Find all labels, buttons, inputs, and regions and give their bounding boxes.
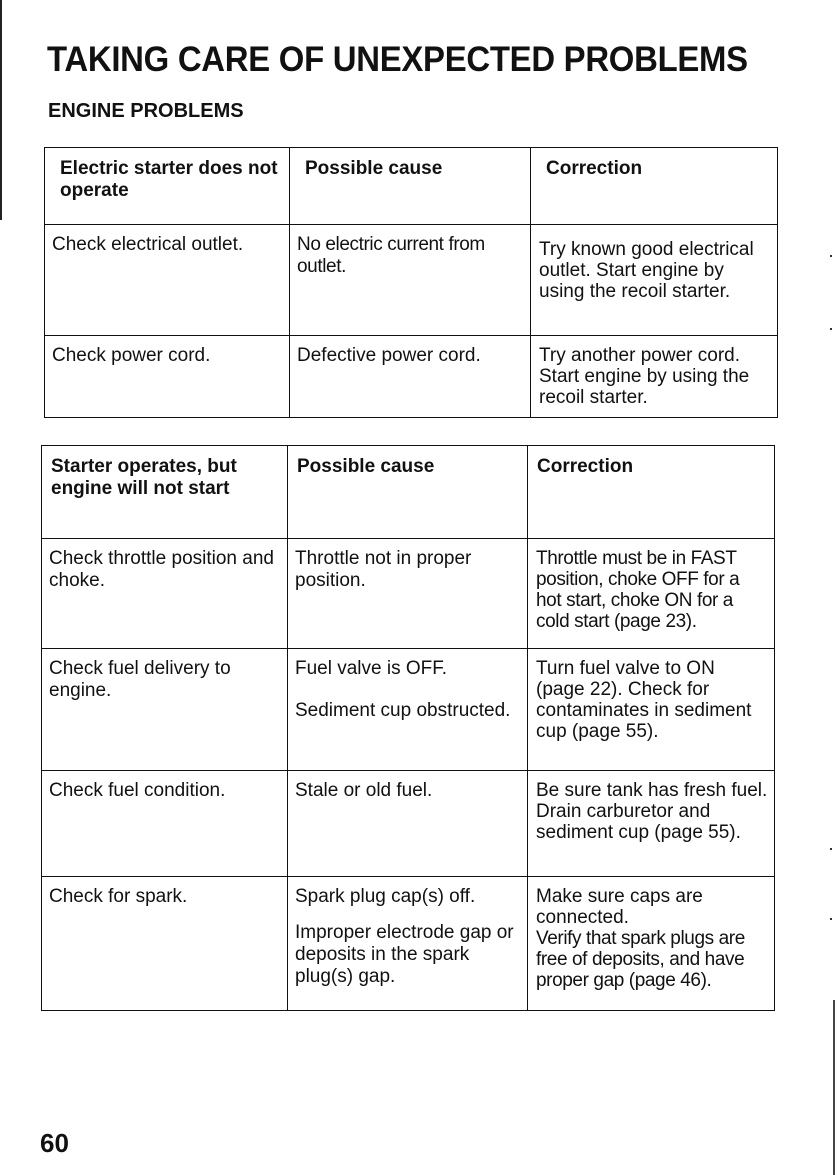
correction-cell: Try another power cord. Start engine by using the recoil starter. xyxy=(531,336,778,418)
electric-starter-table xyxy=(44,147,778,418)
check-cell: Check power cord. xyxy=(45,336,290,418)
table-row xyxy=(42,539,775,649)
page-number: 60 xyxy=(40,1128,69,1158)
correction-cell: Throttle must be in FAST position, choke OFF for a hot start, choke ON for a cold start (page 23). xyxy=(528,539,775,649)
correction-text-secondary: Drain carburetor and sediment cup (page 55). xyxy=(536,801,741,843)
cause-cell: Defective power cord. xyxy=(290,336,531,418)
correction-header: Correction xyxy=(531,148,778,225)
correction-cell: Try known good electrical outlet. Start engine by using the recoil starter. xyxy=(531,225,778,336)
cause-text-secondary: Improper electrode gap or deposits in the spark plug(s) gap. xyxy=(295,922,514,987)
correction-cell xyxy=(528,771,775,877)
symptom-header: Electric starter does not operate xyxy=(45,148,290,225)
cause-text: Fuel valve is OFF. xyxy=(295,658,448,679)
section-heading: ENGINE PROBLEMS xyxy=(48,100,244,122)
correction-text-secondary: Verify that spark plugs are free of deposits, and have proper gap (page 46). xyxy=(536,928,745,991)
check-cell: Check throttle position and choke. xyxy=(42,539,288,649)
correction-text: Be sure tank has fresh fuel. xyxy=(536,780,768,801)
correction-header: Correction xyxy=(528,446,775,539)
cause-cell xyxy=(288,649,528,771)
scan-speck xyxy=(830,328,832,330)
table-row xyxy=(42,877,775,1011)
check-cell: Check electrical outlet. xyxy=(45,225,290,336)
check-cell: Check fuel condition. xyxy=(42,771,288,877)
correction-text: Make sure caps are connected. xyxy=(536,886,703,928)
table-row xyxy=(45,336,778,418)
table-header-row xyxy=(42,446,775,539)
cause-cell xyxy=(288,877,528,1011)
table-row xyxy=(45,225,778,336)
check-cell: Check fuel delivery to engine. xyxy=(42,649,288,771)
page-edge-left xyxy=(0,0,2,220)
scan-speck xyxy=(830,848,832,850)
table-header-row xyxy=(45,148,778,225)
table-row xyxy=(42,649,775,771)
correction-cell: Turn fuel valve to ON (page 22). Check for contaminates in sediment cup (page 55). xyxy=(528,649,775,771)
cause-header: Possible cause xyxy=(288,446,528,539)
scan-speck xyxy=(830,255,832,257)
table-row xyxy=(42,771,775,877)
cause-cell: Stale or old fuel. xyxy=(288,771,528,877)
cause-cell: No electric current from outlet. xyxy=(290,225,531,336)
cause-cell: Throttle not in proper position. xyxy=(288,539,528,649)
page-edge-right xyxy=(833,1000,835,1175)
correction-cell xyxy=(528,877,775,1011)
check-cell: Check for spark. xyxy=(42,877,288,1011)
engine-start-table xyxy=(41,445,775,1011)
cause-header: Possible cause xyxy=(290,148,531,225)
page-title: TAKING CARE OF UNEXPECTED PROBLEMS xyxy=(47,40,748,79)
cause-text-secondary: Sediment cup obstructed. xyxy=(295,700,511,721)
cause-text: Spark plug cap(s) off. xyxy=(295,886,476,907)
symptom-header: Starter operates, but engine will not start xyxy=(42,446,288,539)
scan-speck xyxy=(830,918,832,920)
